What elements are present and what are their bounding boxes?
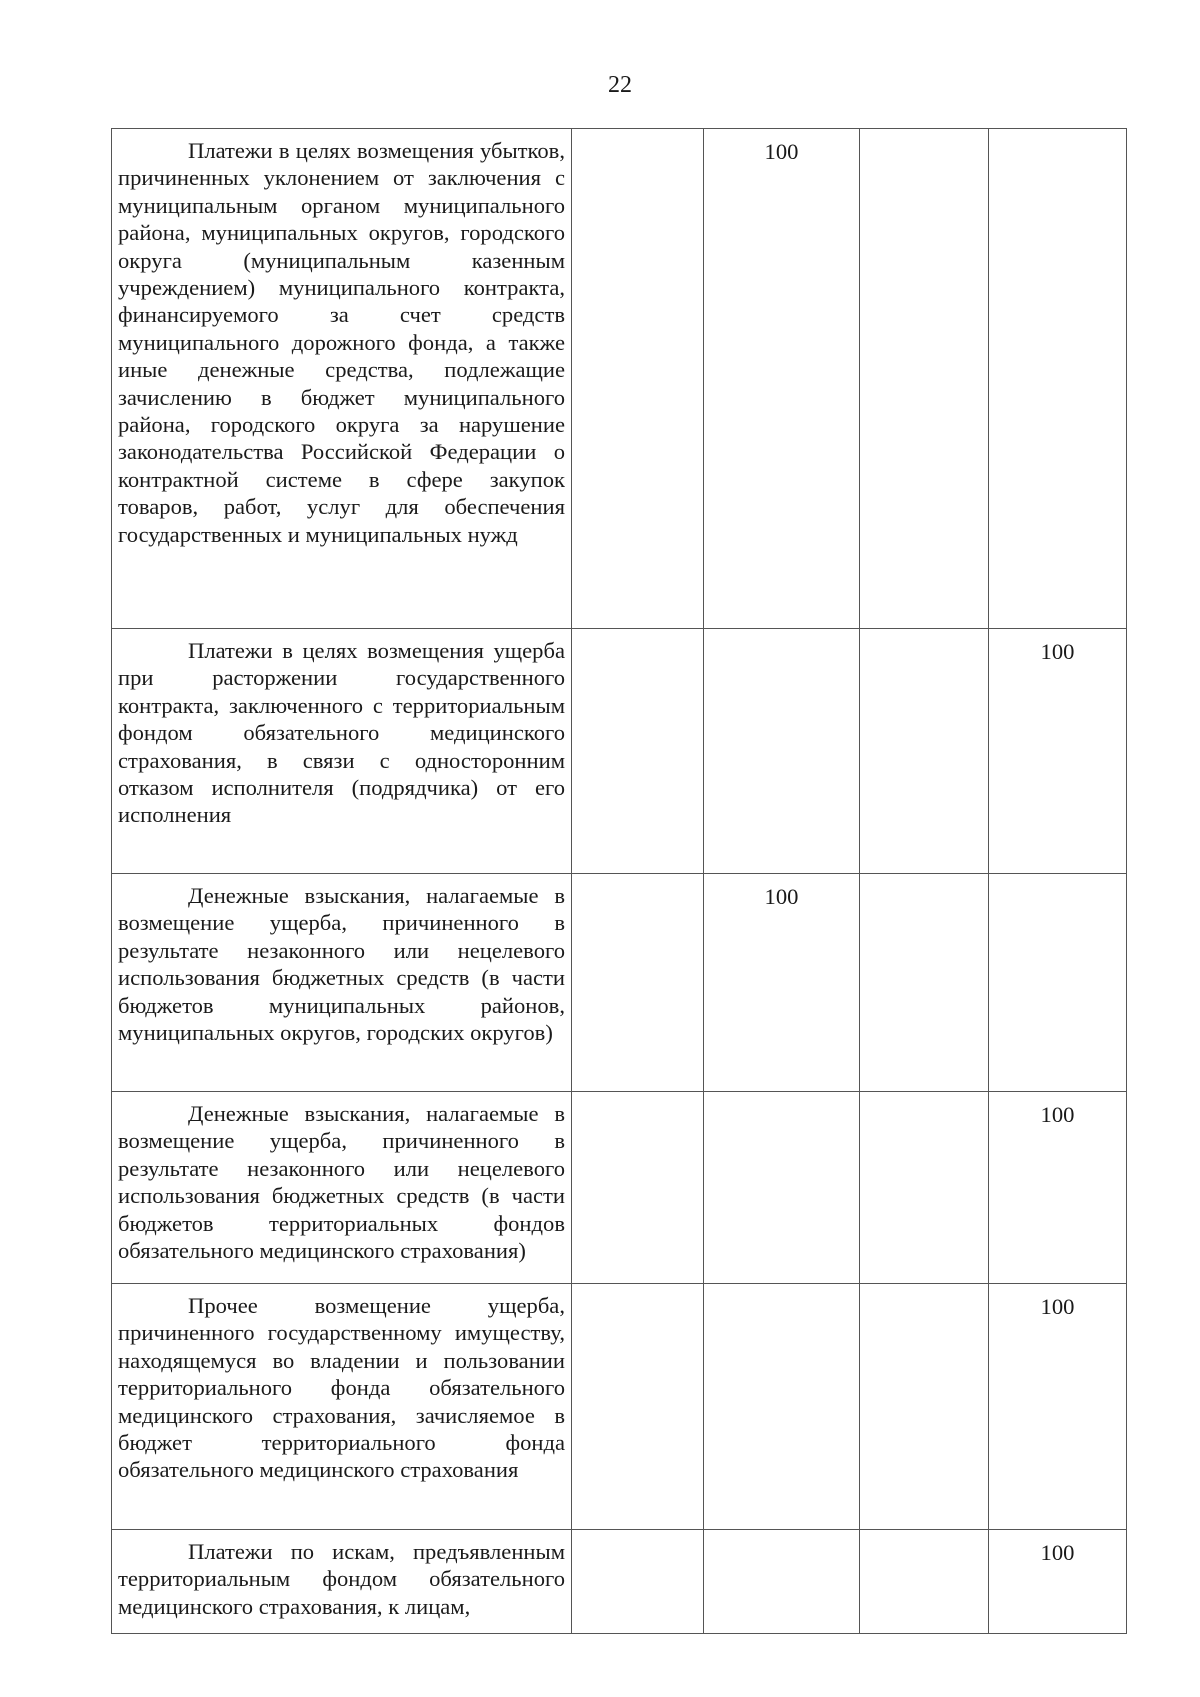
row-description: Прочее возмещение ущерба, причиненного государственному имуществу, находящемуся во владении и пользовании территориального фонда обязательного медицинского страхования, зачисляемое в бюджет территориального фонда обязательного медицинского страхования: [112, 1284, 572, 1530]
value-cell: [860, 1284, 989, 1530]
value-cell: 100: [989, 1530, 1127, 1634]
value-cell: [572, 1530, 704, 1634]
value-cell: 100: [704, 874, 860, 1092]
row-description: Платежи в целях возмещения убытков, причиненных уклонением от заключения с муниципальным органом муниципального района, муниципальных округов, городского округа (муниципальным казенным учреждением) муниципального контракта, финансируемого за счет средств муниципального дорожного фонда, а также иные денежные средства, подлежащие зачислению в бюджет муниципального района, городского округа за нарушение законодательства Российской Федерации о контрактной системе в сфере закупок товаров, работ, услуг для обеспечения государственных и муниципальных нужд: [112, 129, 572, 629]
value-cell: [572, 1092, 704, 1284]
value-cell: [704, 1284, 860, 1530]
row-description: Платежи в целях возмещения ущерба при расторжении государственного контракта, заключенного с территориальным фондом обязательного медицинского страхования, в связи с односторонним отказом исполнителя (подрядчика) от его исполнения: [112, 629, 572, 874]
row-description: Денежные взыскания, налагаемые в возмещение ущерба, причиненного в результате незаконного или нецелевого использования бюджетных средств (в части бюджетов территориальных фондов обязательного медицинского страхования): [112, 1092, 572, 1284]
value-cell: [989, 129, 1127, 629]
row-description: Денежные взыскания, налагаемые в возмещение ущерба, причиненного в результате незаконного или нецелевого использования бюджетных средств (в части бюджетов муниципальных районов, муниципальных округов, городских округов): [112, 874, 572, 1092]
value-cell: 100: [989, 629, 1127, 874]
value-cell: [989, 874, 1127, 1092]
value-cell: 100: [704, 129, 860, 629]
value-cell: [572, 1284, 704, 1530]
value-cell: [860, 129, 989, 629]
value-cell: [572, 629, 704, 874]
value-cell: [860, 629, 989, 874]
table-row: [112, 129, 1127, 629]
value-cell: [860, 1530, 989, 1634]
value-cell: 100: [989, 1092, 1127, 1284]
table-row: [112, 1284, 1127, 1530]
row-description: Платежи по искам, предъявленным территориальным фондом обязательного медицинского страхования, к лицам,: [112, 1530, 572, 1634]
table-row: [112, 629, 1127, 874]
value-cell: [572, 129, 704, 629]
value-cell: [572, 874, 704, 1092]
value-cell: [860, 1092, 989, 1284]
value-cell: [704, 1530, 860, 1634]
value-cell: 100: [989, 1284, 1127, 1530]
value-cell: [860, 874, 989, 1092]
value-cell: [704, 1092, 860, 1284]
table-row: [112, 874, 1127, 1092]
table-row: [112, 1092, 1127, 1284]
value-cell: [704, 629, 860, 874]
revenue-distribution-table: [111, 128, 1127, 1634]
page-number: 22: [608, 72, 632, 98]
table-row: [112, 1530, 1127, 1634]
